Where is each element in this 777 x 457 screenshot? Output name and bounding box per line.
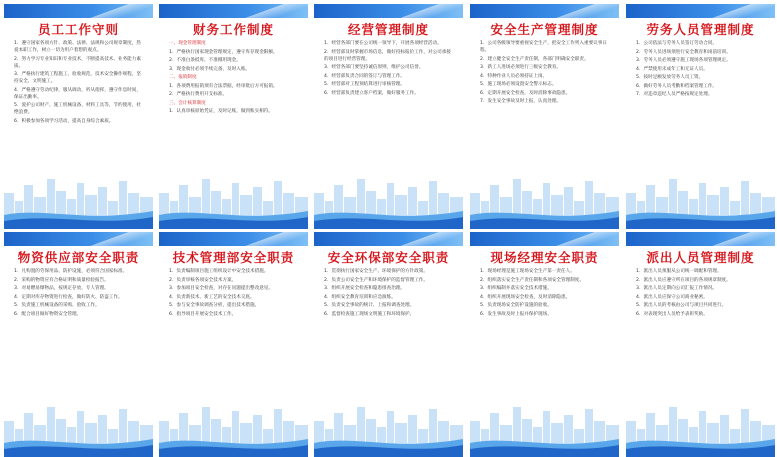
rule-line: 6．对表现突出人员给予表彰奖励。	[636, 311, 708, 317]
rule-line: 7．对违章违纪人员严格按规定处理。	[636, 92, 713, 97]
rule-line: 5．爱护公司财产，施工机械设备、材料工具等，节约使用，杜绝浪费。	[14, 103, 141, 115]
poster-body	[480, 40, 611, 191]
rule-line: 4．特种作业人员必须持证上岗。	[480, 73, 548, 79]
rule-line: 6．发生事故及时上报并保护现场。	[480, 311, 552, 317]
rule-line: 3．新工人进场必须进行三级安全教育。	[480, 65, 562, 70]
rule-line: 1．凡购置的劳保用品、防护设施，必须符合国家标准。	[14, 269, 128, 274]
poster-title: 员工工作守则	[37, 22, 119, 37]
rule-line: 3．参加项目安全检查，对存在问题提出整改意见。	[169, 286, 273, 291]
rule-line: 5．经营部对工程预结算进行审核管理。	[324, 82, 406, 87]
rule-line: 4．派出人员应保守公司商业秘密。	[636, 294, 708, 300]
poster-body	[636, 40, 767, 191]
poster-title: 派出人员管理制度	[646, 250, 755, 265]
rule-line: 6．指导项目开展安全技术工作。	[169, 311, 237, 317]
wave-footer-graphic	[159, 205, 308, 229]
rule-line: 2．派出人员应遵守所在项目的各项规章制度。	[636, 277, 731, 283]
rule-line: 3．严格执行建筑工程施工、验收规范，技术安全操作规程，坚持安全、文明施工。	[14, 72, 141, 84]
poster-body	[14, 268, 145, 419]
rule-line: 1．遵守国家各项方针、政策、法律、法规和公司规章制度，热爱本职工作，树立一切为用户着想的观点。	[14, 41, 141, 53]
poster-body	[636, 268, 767, 419]
rule-line: 3．对易燃易爆物品，按规定存放，专人管理。	[14, 286, 109, 291]
rule-line: 1．贯彻执行国家安全生产、环境保护的方针政策。	[324, 269, 428, 274]
rule-line: 6．积极参加各项学习活动，提高自身综合素质。	[14, 118, 114, 124]
rule-line: 1．派出人员须服从公司统一调配和管理。	[636, 269, 722, 274]
rule-line: 2．建立健全安全生产责任制，各部门明确安全职责。	[480, 56, 589, 62]
poster-panel	[314, 232, 463, 457]
rule-line: 7．发生安全事故及时上报，认真处理。	[480, 99, 562, 104]
rule-line: 4．组织开展现场安全检查，及时消除隐患。	[480, 294, 571, 300]
rule-line: 三、会计核算制度	[169, 100, 206, 106]
poster-title: 经营管理制度	[347, 22, 429, 37]
rule-line: 5．参与安全事故调查分析，提出技术措施。	[169, 303, 260, 308]
rule-line: 3．派出人员定期向公司汇报工作情况。	[636, 286, 718, 291]
rule-line: 1．严格执行国家现金管理规定，遵守库存现金限额。	[169, 49, 278, 55]
rule-line: 5．负责施工机械设备的采购、验收工作。	[14, 303, 100, 308]
wave-footer-graphic	[626, 205, 775, 229]
rule-line: 6．监督检查施工现场文明施工和环境保护。	[324, 311, 415, 317]
rule-line: 6．经营部负责建立客户档案，做好服务工作。	[324, 90, 419, 96]
rule-line: 3．现金收付必须手续完备，及时入账。	[169, 66, 251, 72]
poster-body	[169, 40, 300, 191]
rule-line: 2．经营部及时掌握市场信息，做好投标报价工作，对公司承接的项目进行经营管理。	[324, 49, 451, 62]
poster-body	[169, 268, 300, 419]
rule-line: 1．认真审核原始凭证，及时记账，做到账实相符。	[169, 109, 273, 114]
rule-line: 4．负责新技术、新工艺的安全技术交底。	[169, 294, 255, 300]
poster-title: 安全生产管理制度	[490, 22, 599, 37]
rule-line: 4．严禁使用未成年工和无证人员。	[636, 66, 708, 72]
rule-line: 1．负责编制项目施工组织设计中安全技术措施。	[169, 269, 269, 274]
rule-line: 3．组织开展安全检查和隐患排查治理。	[324, 286, 406, 291]
poster-body	[324, 268, 455, 419]
rule-line: 4．严格遵守劳动纪律，服从调动，听从指挥，遵守作息时间，保证出勤率。	[14, 87, 141, 100]
poster-panel	[470, 232, 619, 457]
poster-panel	[159, 4, 308, 229]
poster-title: 财务工作制度	[192, 22, 274, 37]
rule-line: 3．组织编制并落实安全技术措施。	[480, 286, 552, 291]
rule-line: 3．经营各部门要坚持诚信原则，维护公司信誉。	[324, 65, 424, 70]
poster-body	[480, 268, 611, 419]
poster-title: 安全环保部安全职责	[327, 250, 450, 265]
rule-line: 2．严格执行费用开支标准。	[169, 92, 228, 97]
header-band	[626, 4, 775, 18]
rule-line: 3．劳务人员必须遵守施工现场各项管理规定。	[636, 58, 731, 63]
rule-line: 2．劳务人员进场须进行安全教育和岗前培训。	[636, 49, 731, 55]
wave-footer-graphic	[314, 433, 463, 457]
poster-panel	[4, 4, 153, 229]
poster-title: 现场经理安全职责	[490, 250, 599, 265]
rule-line: 2．负责审核各项安全技术方案。	[169, 277, 237, 283]
poster-panel	[4, 232, 153, 457]
header-band	[159, 4, 308, 18]
wave-footer-graphic	[4, 205, 153, 229]
rule-line: 2．不准白条抵库，不准挪用现金。	[169, 58, 241, 63]
wave-footer-graphic	[470, 205, 619, 229]
rule-line: 1．公司各级领导要重视安全生产，把安全工作列入重要议事日程。	[480, 41, 607, 53]
rule-line: 6．定期开展安全检查，及时消除事故隐患。	[480, 90, 571, 96]
rule-line: 5．派出人员的考核由公司与项目共同进行。	[636, 303, 727, 308]
rule-line: 4．定期对库存物资进行检查，做好防火、防盗工作。	[14, 294, 123, 300]
header-band	[470, 232, 619, 246]
rule-line: 1．各项费用报销须有合法票据，经审批后方可报销。	[169, 83, 278, 89]
poster-panel	[470, 4, 619, 229]
poster-title: 技术管理部安全职责	[172, 250, 295, 265]
rule-line: 一、现金管理制度	[169, 41, 206, 46]
wave-footer-graphic	[626, 433, 775, 457]
poster-title: 劳务人员管理制度	[646, 22, 755, 37]
rule-line: 5．按时足额发放劳务人员工资。	[636, 75, 704, 80]
rule-line: 5．施工现场必须设置安全警示标志。	[480, 82, 557, 87]
rule-line: 2．努力学习专业知识和专业技术，不断提高技术、业务能力素质。	[14, 56, 141, 69]
poster-title: 物资供应部安全职责	[17, 250, 140, 265]
rule-line: 2．负责公司安全生产和环境保护的监督管理工作。	[324, 277, 428, 283]
wave-footer-graphic	[470, 433, 619, 457]
wave-footer-graphic	[4, 433, 153, 457]
poster-panel	[159, 232, 308, 457]
header-band	[470, 4, 619, 18]
header-band	[159, 232, 308, 246]
rule-line: 1．经营各部门要在公司统一领导下，开展各项经营活动。	[324, 41, 442, 46]
rule-line: 6．配合项目做好物资安全管理。	[14, 311, 82, 317]
rule-line: 4．组织安全教育培训和应急演练。	[324, 294, 396, 300]
poster-panel	[314, 4, 463, 229]
rule-line: 1．公司依法与劳务人员签订劳动合同。	[636, 41, 718, 46]
header-band	[626, 232, 775, 246]
header-band	[314, 4, 463, 18]
poster-body	[14, 40, 145, 191]
rule-line: 2．组织落实安全生产责任制和各项安全管理制度。	[480, 277, 584, 283]
rule-line: 1．现场经理是施工现场安全生产第一责任人。	[480, 269, 575, 274]
header-band	[314, 232, 463, 246]
wave-footer-graphic	[159, 433, 308, 457]
rule-line: 5．负责现场安全防护设施的验收。	[480, 303, 552, 308]
poster-body	[324, 40, 455, 191]
rule-line: 二、报销制度	[169, 75, 197, 80]
wave-footer-graphic	[314, 205, 463, 229]
poster-panel	[626, 4, 775, 229]
header-band	[4, 232, 153, 246]
rule-line: 5．负责安全事故的统计、上报和调查处理。	[324, 303, 415, 308]
rule-line: 2．采购的物资应有合格证明和质量检验报告。	[14, 277, 109, 283]
rule-line: 6．做好劳务人员考勤和档案管理工作。	[636, 83, 718, 89]
poster-panel	[626, 232, 775, 457]
rule-line: 4．经营部负责合同的签订与管理工作。	[324, 73, 406, 79]
header-band	[4, 4, 153, 18]
